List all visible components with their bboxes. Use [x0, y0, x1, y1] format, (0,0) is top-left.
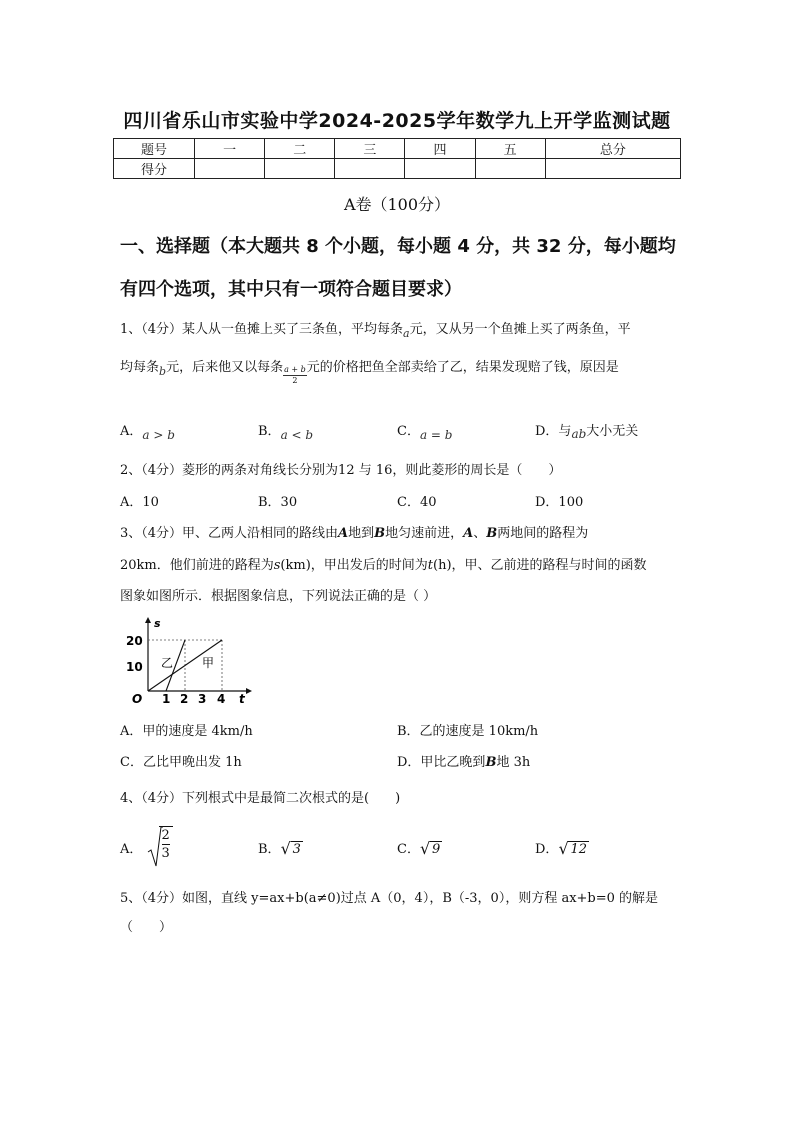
q4-option-c[interactable]: [397, 838, 442, 857]
fraction-numerator: 2: [161, 828, 170, 843]
q1-var-b: b: [159, 365, 167, 378]
x-axis-arrow: [246, 688, 252, 694]
q3-var-s: s: [273, 558, 281, 573]
option-tail: 大小无关: [586, 424, 639, 439]
option-expr: a > b: [142, 428, 175, 442]
q1-option-d[interactable]: [535, 420, 638, 439]
x-tick-label: 1: [162, 692, 171, 706]
q3-option-c[interactable]: C．乙比甲晚出发 1h: [120, 755, 242, 770]
option-expr: a = b: [419, 428, 453, 442]
q3-option-a[interactable]: A．甲的速度是 4km/h: [120, 724, 253, 739]
origin-label: O: [132, 692, 143, 706]
q1-fraction: [283, 365, 307, 386]
q3-point-a: A: [463, 526, 474, 541]
q3-text: 、: [473, 526, 487, 541]
option-label: D．与: [535, 424, 572, 439]
radicand: 9: [431, 842, 441, 857]
fraction-denominator: 2: [292, 376, 298, 385]
x-tick-label: 3: [198, 692, 207, 706]
q2-option-b[interactable]: B．30: [258, 495, 298, 510]
q3-line2: [120, 554, 647, 573]
q2-option-d[interactable]: D．100: [535, 495, 584, 510]
table-cell: 三: [335, 139, 405, 159]
table-cell: 五: [475, 139, 545, 159]
sqrt-fraction: [147, 826, 173, 862]
x-axis-label: t: [239, 692, 245, 706]
q1-text: 1、（4分）某人从一鱼摊上买了三条鱼，平均每条: [120, 322, 404, 337]
q3-point-b: B: [486, 526, 498, 541]
q3-line3: 图象如图所示．根据图象信息，下列说法正确的是（ ）: [120, 589, 437, 604]
fraction-denominator: 3: [161, 846, 170, 861]
q1-var-a: a: [403, 327, 410, 340]
q4-option-d[interactable]: [535, 838, 589, 857]
q3-var-t: t: [427, 558, 434, 573]
q3-text: (km)，甲出发后的时间为: [280, 558, 428, 573]
series-jia-label: 甲: [202, 656, 215, 670]
q1-line1: [120, 318, 631, 340]
option-label: D．: [535, 842, 559, 857]
y-axis-label: s: [154, 617, 161, 630]
table-cell: [265, 159, 335, 179]
q2-option-c[interactable]: C．40: [397, 495, 437, 510]
q1-text: 均每条: [120, 360, 160, 375]
part1-heading-line1: 一、选择题（本大题共 8 个小题，每小题 4 分，共 32 分，每小题均: [120, 236, 676, 257]
table-cell: 二: [265, 139, 335, 159]
table-cell: [195, 159, 265, 179]
option-expr: a < b: [280, 428, 314, 442]
score-table-header-row: [114, 139, 681, 159]
sqrt-expr: [558, 841, 589, 857]
q3-point-a: A: [338, 526, 349, 541]
radicand: 3: [292, 842, 301, 857]
series-yi-label: 乙: [161, 656, 174, 670]
q1-option-b[interactable]: [258, 420, 314, 442]
q4-text: 4、（4分）下列根式中是最简二次根式的是( ): [120, 791, 401, 806]
q3-graph: [118, 615, 258, 710]
score-table-score-row: [114, 159, 681, 179]
table-cell: [405, 159, 475, 179]
option-expr: ab: [571, 427, 587, 441]
radical-sign: [147, 826, 163, 868]
exam-title: 四川省乐山市实验中学2024-2025学年数学九上开学监测试题: [123, 110, 671, 132]
q3-option-b[interactable]: B．乙的速度是 10km/h: [397, 724, 539, 739]
q3-text: 3、（4分）甲、乙两人沿相同的路线由: [120, 526, 339, 541]
q4-option-a[interactable]: [120, 826, 173, 862]
part1-heading-line2: 有四个选项，其中只有一项符合题目要求）: [120, 279, 462, 300]
q1-option-c[interactable]: [397, 420, 453, 442]
q2-option-a[interactable]: A．10: [120, 495, 159, 510]
radical-sign: √: [280, 839, 291, 858]
q1-text: 元的价格把鱼全部卖给了乙，结果发现赔了钱，原因是: [306, 360, 619, 375]
option-label: B．: [258, 424, 281, 439]
radical-sign: √: [419, 839, 431, 858]
q3-text: 两地间的路程为: [497, 526, 589, 541]
option-label: C．: [397, 842, 420, 857]
q3-text: (h)，甲、乙前进的路程与时间的函数: [433, 558, 647, 573]
q1-text: 元，后来他又以每条: [166, 360, 284, 375]
q3-text: 地到: [348, 526, 375, 541]
q4-option-b[interactable]: [258, 838, 303, 857]
radicand: 12: [570, 842, 587, 857]
x-tick-label: 2: [180, 692, 189, 706]
option-label: A．: [120, 842, 143, 857]
table-cell: 四: [405, 139, 475, 159]
q3-point-b: B: [374, 526, 386, 541]
q3-point-b: B: [485, 755, 497, 770]
table-cell: [545, 159, 680, 179]
q5-paren: （ ）: [120, 920, 173, 935]
section-a-heading: A卷（100分）: [343, 195, 451, 214]
fraction-numerator: a + b: [284, 365, 306, 374]
y-tick-label: 10: [126, 660, 143, 674]
q5-text: 5、（4分）如图，直线 y=ax+b(a≠0)过点 A（0，4），B（-3，0），则方程 ax+b=0 的解是: [120, 891, 659, 906]
table-cell: 一: [195, 139, 265, 159]
table-cell: [475, 159, 545, 179]
q3-text: 20km．他们前进的路程为: [120, 558, 274, 573]
score-table: [113, 138, 681, 179]
q1-line2: [120, 356, 619, 385]
q3-text: 地匀速前进，: [385, 526, 464, 541]
option-label: C．: [397, 424, 420, 439]
radical-sign: √: [558, 839, 569, 858]
table-cell: 总分: [545, 139, 680, 159]
q3-line1: [120, 522, 588, 541]
table-cell: 得分: [114, 159, 195, 179]
q3-option-d[interactable]: [397, 751, 530, 770]
sqrt-expr: [420, 841, 442, 857]
sqrt-expr: [281, 841, 303, 857]
q2-text: 2、（4分）菱形的两条对角线长分别为12 与 16，则此菱形的周长是（ ）: [120, 463, 562, 478]
x-tick-label: 4: [217, 692, 226, 706]
q1-option-a[interactable]: [120, 420, 175, 442]
table-cell: 题号: [114, 139, 195, 159]
option-text: D．甲比乙晚到: [397, 755, 486, 770]
q1-text: 元，又从另一个鱼摊上买了两条鱼，平: [409, 322, 631, 337]
option-label: A．: [120, 424, 143, 439]
y-axis-arrow: [145, 617, 151, 623]
option-label: B．: [258, 842, 281, 857]
table-cell: [335, 159, 405, 179]
y-tick-label: 20: [126, 634, 143, 648]
option-tail: 地 3h: [496, 755, 531, 770]
